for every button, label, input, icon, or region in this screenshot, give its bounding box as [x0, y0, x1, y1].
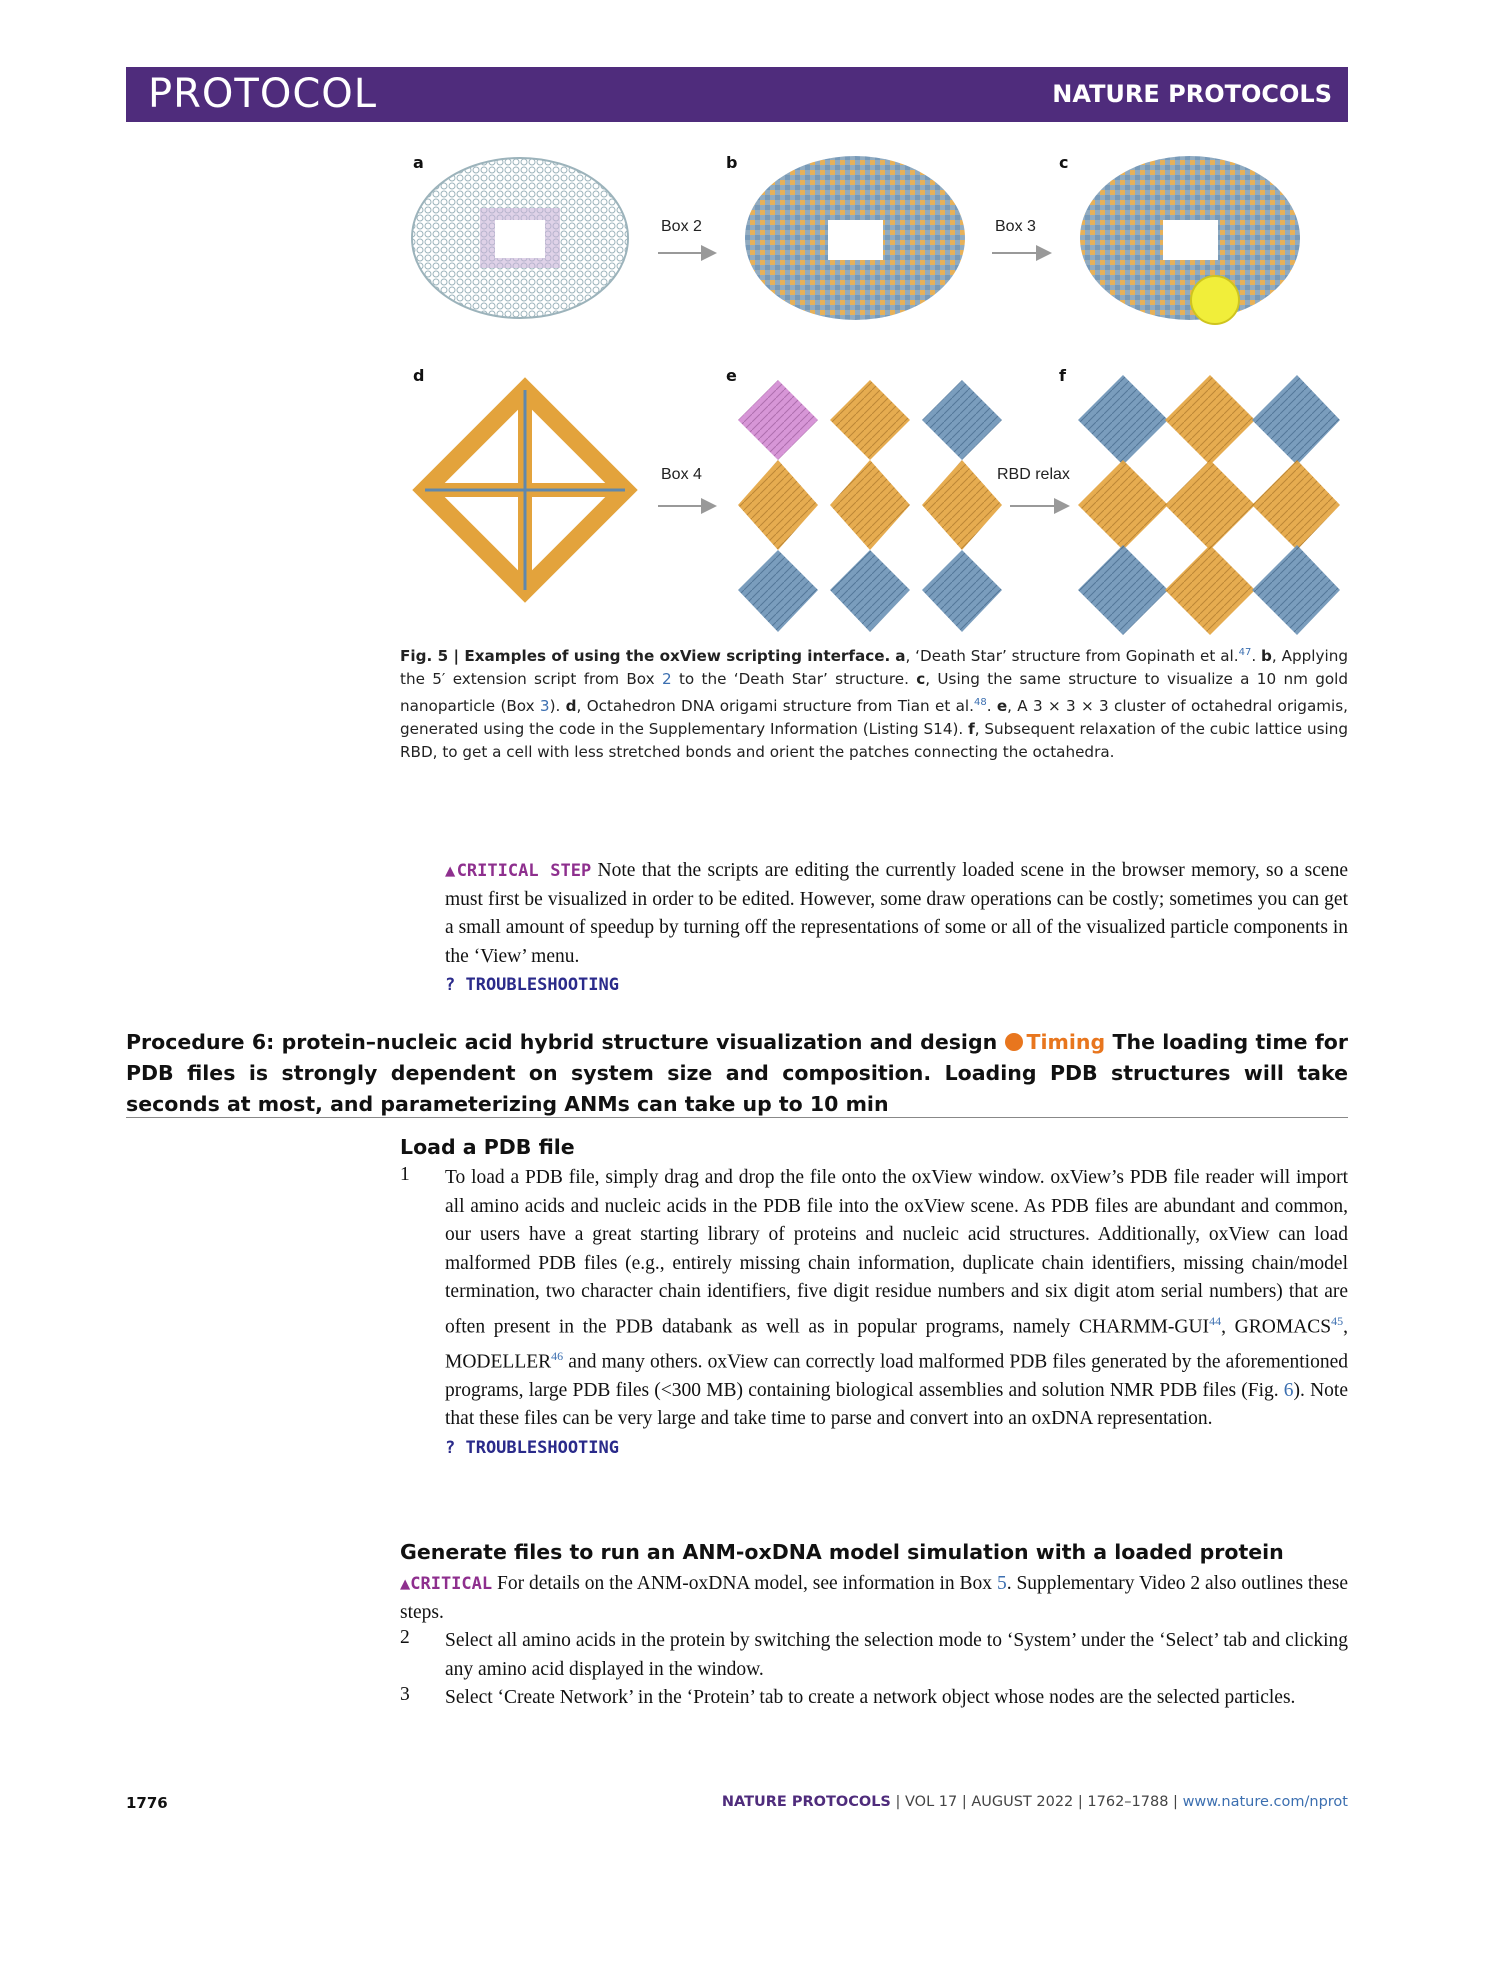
- ref-44[interactable]: 44: [1209, 1313, 1222, 1328]
- step-1-modeller: , MODELLER: [445, 1316, 1348, 1372]
- caption-label-d: d: [565, 697, 577, 716]
- panel-label-e: e: [726, 366, 737, 385]
- critical-step-block: [445, 857, 1348, 1000]
- caption-label-b: b: [1261, 647, 1272, 666]
- step-1-text-part2: and many others. oxView can correctly load malformed PDB files generated by the aforementioned programs, large PDB files (<300 MB) containing biological assemblies and solution NMR PDB files (Fig.: [445, 1351, 1348, 1401]
- journal-header-bar: [126, 67, 1348, 122]
- procedure-title: Procedure 6: protein–nucleic acid hybrid structure visualization and design: [126, 1030, 998, 1054]
- step-number-2: 2: [400, 1627, 410, 1648]
- ref-47[interactable]: 47: [1238, 647, 1252, 658]
- caption-text-b2: to the ‘Death Star’ structure.: [671, 670, 917, 689]
- step-number-3: 3: [400, 1684, 410, 1705]
- panel-a-death-star: [412, 158, 628, 318]
- figure-caption: Fig. 5 | Examples of using the oxView scripting interface. a, ‘Death Star’ structure from Gopinath et al.$^{47}$. b, Applying the 5′ extension script from Box 2 to the ‘Death Star’ structure. c, Using the same structure to visualize a 10 nm gold nanoparticle (Box 3). d, Octahedron DNA origami structure from Tian et al.$^{48}$. e, A 3 × 3 × 3 cluster of octahedral origamis, generated using the code in the Supplementary Information (Listing S14). f, Subsequent relaxation of the cubic lattice using RBD, to get a cell with less stretched bonds and orient the patches connecting the octahedra.: [400, 647, 1349, 762]
- footer-citation: NATURE PROTOCOLS | VOL 17 | AUGUST 2022 | 1762–1788 | www.nature.com/nprot: [721, 1794, 1348, 1810]
- box-5-link[interactable]: 5: [996, 1573, 1007, 1594]
- caption-text-c2: ).: [549, 697, 566, 716]
- section-label: PROTOCOL: [148, 71, 378, 117]
- caption-label-e: e: [996, 697, 1008, 716]
- caption-text-f: , Subsequent relaxation of the cubic lattice using RBD, to get a cell with less stretched bonds and orient the patches connecting the octahedra.: [400, 720, 1349, 762]
- panel-label-a: a: [413, 153, 424, 172]
- box-3-link[interactable]: 3: [539, 697, 550, 716]
- arrow-label-rbd-relax: RBD relax: [997, 466, 1070, 483]
- figure-5: [400, 150, 1340, 640]
- panel-label-c: c: [1059, 153, 1069, 172]
- critical-text-part2: . Supplementary Video 2 also outlines these steps.: [400, 1573, 1348, 1623]
- panel-c-gold-nanoparticle: [1080, 156, 1300, 324]
- caption-text-a: , ‘Death Star’ structure from Gopinath et al.: [905, 647, 1239, 666]
- arrow-label-box2: Box 2: [661, 218, 702, 235]
- troubleshooting-link-2[interactable]: ? TROUBLESHOOTING: [445, 1437, 619, 1458]
- caption-title: Fig. 5 | Examples of using the oxView scripting interface.: [400, 647, 891, 666]
- critical-label: ▲CRITICAL: [400, 1574, 493, 1594]
- arrow-label-box3: Box 3: [995, 218, 1036, 235]
- step-3-text: Select ‘Create Network’ in the ‘Protein’ tab to create a network object whose nodes are the selected particles.: [445, 1687, 1296, 1708]
- caption-label-f: f: [968, 720, 975, 739]
- footer-date: AUGUST 2022: [971, 1794, 1074, 1810]
- caption-label-a: a: [895, 647, 906, 666]
- timing-dot-icon: [1005, 1033, 1023, 1051]
- critical-step-text: Note that the scripts are editing the currently loaded scene in the browser memory, so a scene must first be visualized in order to be edited. However, some draw operations can be costly; sometimes you can get a small amount of speedup by turning off the representations of some or all of the visualized particle components in the ‘View’ menu.: [445, 860, 1348, 967]
- troubleshooting-link-1[interactable]: ? TROUBLESHOOTING: [445, 975, 619, 995]
- footer-url[interactable]: www.nature.com/nprot: [1182, 1794, 1348, 1810]
- caption-text-d: , Octahedron DNA origami structure from Tian et al.: [576, 697, 974, 716]
- procedure-6-heading: [126, 1027, 1348, 1120]
- caption-label-c: c: [916, 670, 926, 689]
- panel-label-d: d: [413, 366, 425, 385]
- panel-label-b: b: [726, 153, 738, 172]
- anm-critical-block: [400, 1570, 1348, 1627]
- panel-label-f: f: [1059, 366, 1066, 385]
- box-2-link[interactable]: 2: [661, 670, 672, 689]
- step-number-1: 1: [400, 1164, 410, 1185]
- step-2-text: Select all amino acids in the protein by switching the selection mode to ‘System’ under the ‘Select’ tab and clicking any amino acid displayed in the window.: [445, 1630, 1348, 1680]
- footer-volume: VOL 17: [905, 1794, 958, 1810]
- ref-48[interactable]: 48: [973, 697, 987, 709]
- panel-b-extended: [745, 156, 965, 320]
- step-1-text-part3: ). Note that these files can be very large and take time to parse and convert into an oxDNA representation.: [445, 1379, 1348, 1429]
- step-1-text-part1: To load a PDB file, simply drag and drop the file onto the oxView window. oxView’s PDB file reader will import all amino acids and nucleic acids in the PDB file into the oxView scene. As PDB files are abundant and common, our users have a great starting library of proteins and nucleic acid structures. Additionally, oxView can load malformed PDB files (e.g., entirely missing chain information, duplicate chain identifiers, missing chain/model termination, two character chain identifiers, five digit residue numbers and six digit atom serial numbers) that are often present in the PDB databank as well as in popular programs, namely CHARMM-GUI: [445, 1167, 1348, 1337]
- journal-name: NATURE PROTOCOLS: [1052, 80, 1332, 108]
- timing-text: The loading time for PDB files is strongly dependent on system size and composition. Loading PDB structures will take seconds at most, and parameterizing ANMs can take up to 10 min: [126, 1030, 1348, 1116]
- caption-text-c1: , Using the same structure to visualize a 10 nm gold nanoparticle (Box: [400, 670, 1348, 716]
- ref-46[interactable]: 46: [551, 1348, 564, 1363]
- fig-6-link[interactable]: 6: [1283, 1379, 1294, 1401]
- ref-45[interactable]: 45: [1331, 1313, 1344, 1328]
- footer-pages: 1762–1788: [1087, 1794, 1169, 1810]
- step-1-gromacs: , GROMACS: [1221, 1316, 1332, 1337]
- caption-text-b1: , Applying the 5′ extension script from Box: [400, 647, 1349, 689]
- panel-d-octahedron: [425, 390, 625, 590]
- panel-f-relaxed-lattice: [1078, 375, 1340, 635]
- critical-step-label: ▲CRITICAL STEP: [445, 861, 592, 881]
- page-number: 1776: [126, 1794, 168, 1812]
- footer-journal: NATURE PROTOCOLS: [721, 1794, 891, 1810]
- step-1-text: [445, 1164, 1348, 1462]
- caption-text-e: , A 3 × 3 × 3 cluster of octahedral origamis, generated using the code in the Supplementary Information (Listing S14).: [400, 697, 1348, 739]
- load-pdb-heading: Load a PDB file: [400, 1135, 575, 1159]
- section-divider: [126, 1117, 1348, 1118]
- timing-label: Timing: [1026, 1030, 1106, 1054]
- panel-e-cluster: [738, 380, 1002, 632]
- critical-text-part1: For details on the ANM-oxDNA model, see information in Box: [492, 1573, 997, 1594]
- anm-heading: Generate files to run an ANM-oxDNA model simulation with a loaded protein: [400, 1540, 1284, 1564]
- arrow-label-box4: Box 4: [661, 466, 702, 483]
